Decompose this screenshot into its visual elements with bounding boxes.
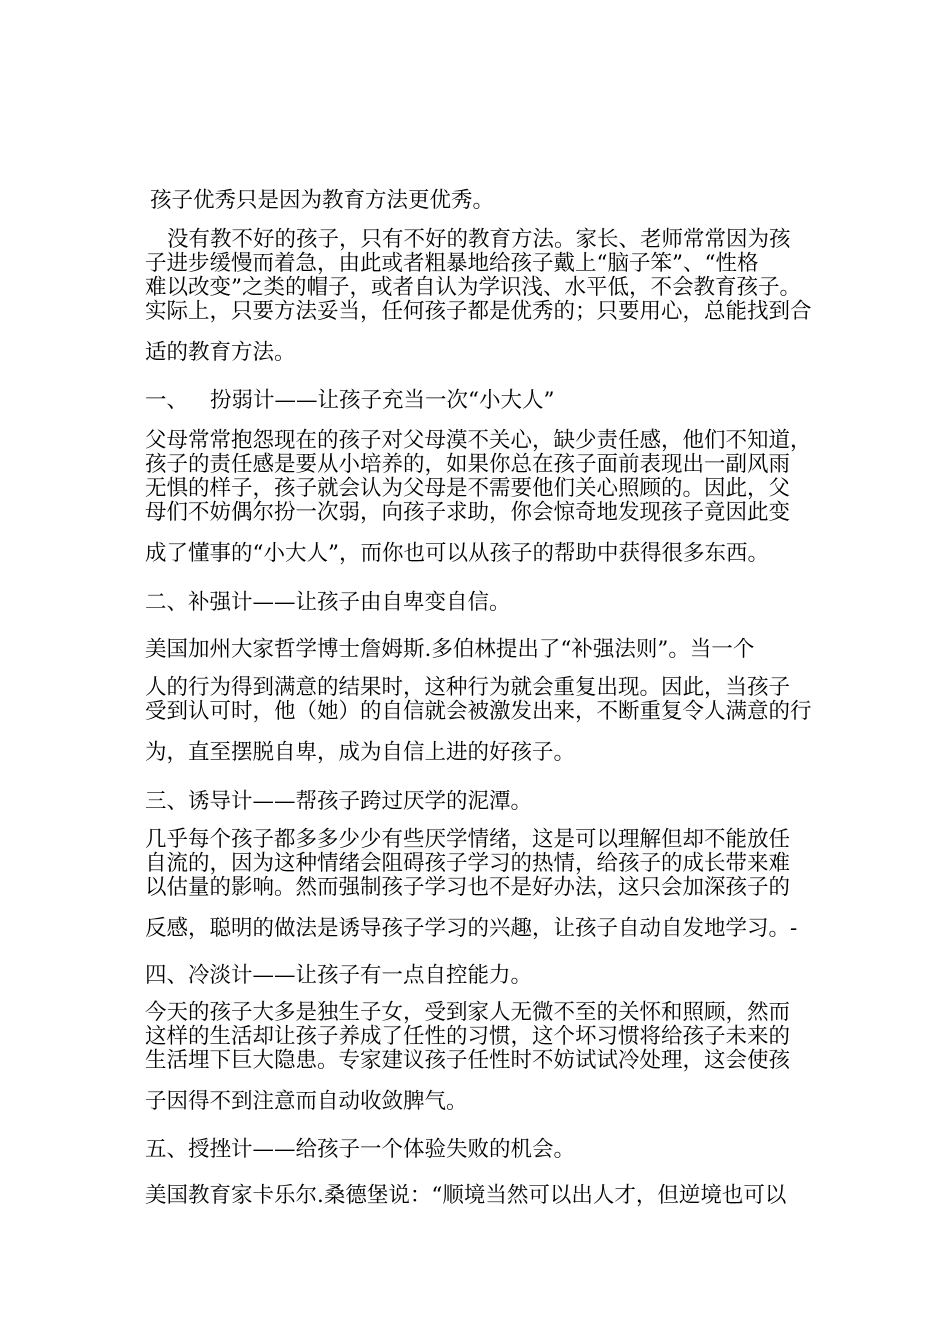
section-4-line-3: 生活埋下巨大隐患。专家建议孩子任性时不妨试试冷处理，这会使孩 [145, 1048, 791, 1073]
section-3-line-4: 反感，聪明的做法是诱导孩子学习的兴趣，让孩子自动自发地学习。- [145, 916, 798, 941]
intro-line-4: 实际上，只要方法妥当，任何孩子都是优秀的；只要用心，总能找到合 [145, 299, 812, 324]
section-2-line-1: 美国加州大家哲学博士詹姆斯.多伯林提出了“补强法则”。当一个 [145, 637, 755, 662]
section-2-line-4: 为，直至摆脱自卑，成为自信上进的好孩子。 [145, 740, 576, 765]
section-2-heading: 二、补强计——让孩子由自卑变自信。 [145, 590, 511, 615]
intro-line-5: 适的教育方法。 [145, 340, 296, 365]
section-2-line-2: 人的行为得到满意的结果时，这种行为就会重复出现。因此，当孩子 [145, 675, 791, 700]
section-2-line-3: 受到认可时，他（她）的自信就会被激发出来，不断重复令人满意的行 [145, 699, 812, 724]
section-1-line-2: 孩子的责任感是要从小培养的，如果你总在孩子面前表现出一副风雨 [145, 452, 791, 477]
section-1-number: 一、 [145, 388, 189, 413]
section-4-line-2: 这样的生活却让孩子养成了任性的习惯，这个坏习惯将给孩子未来的 [145, 1024, 791, 1049]
intro-line-3: 难以改变”之类的帽子，或者自认为学识浅、水平低，不会教育孩子。 [145, 275, 801, 300]
intro-opening: 孩子优秀只是因为教育方法更优秀。 [150, 188, 495, 213]
section-1-line-5: 成了懂事的“小大人”，而你也可以从孩子的帮助中获得很多东西。 [145, 541, 769, 566]
section-1-line-1: 父母常常抱怨现在的孩子对父母漠不关心，缺少责任感，他们不知道， [145, 428, 812, 453]
intro-line-2: 子进步缓慢而着急，由此或者粗暴地给孩子戴上“脑子笨”、“性格 [145, 251, 759, 276]
section-3-line-2: 自流的，因为这种情绪会阻碍孩子学习的热情，给孩子的成长带来难 [145, 851, 791, 876]
section-4-heading: 四、冷淡计——让孩子有一点自控能力。 [145, 963, 533, 988]
section-5-line-1: 美国教育家卡乐尔.桑德堡说：“顺境当然可以出人才，但逆境也可以 [145, 1183, 787, 1208]
intro-line-1: 没有教不好的孩子，只有不好的教育方法。家长、老师常常因为孩 [167, 227, 791, 252]
section-4-line-1: 今天的孩子大多是独生子女，受到家人无微不至的关怀和照顾，然而 [145, 1000, 791, 1025]
section-1-line-4: 母们不妨偶尔扮一次弱，向孩子求助，你会惊奇地发现孩子竟因此变 [145, 500, 791, 525]
section-3-line-1: 几乎每个孩子都多多少少有些厌学情绪，这是可以理解但却不能放任 [145, 827, 791, 852]
section-1-line-3: 无惧的样子，孩子就会认为父母是不需要他们关心照顾的。因此，父 [145, 476, 791, 501]
section-4-line-4: 子因得不到注意而自动收敛脾气。 [145, 1089, 468, 1114]
section-5-heading: 五、授挫计——给孩子一个体验失败的机会。 [145, 1137, 576, 1162]
section-3-heading: 三、诱导计——帮孩子跨过厌学的泥潭。 [145, 789, 533, 814]
section-1-title: 扮弱计——让孩子充当一次“小大人” [210, 388, 555, 413]
section-1-heading [145, 388, 555, 414]
section-3-line-3: 以估量的影响。然而强制孩子学习也不是好办法，这只会加深孩子的 [145, 875, 791, 900]
